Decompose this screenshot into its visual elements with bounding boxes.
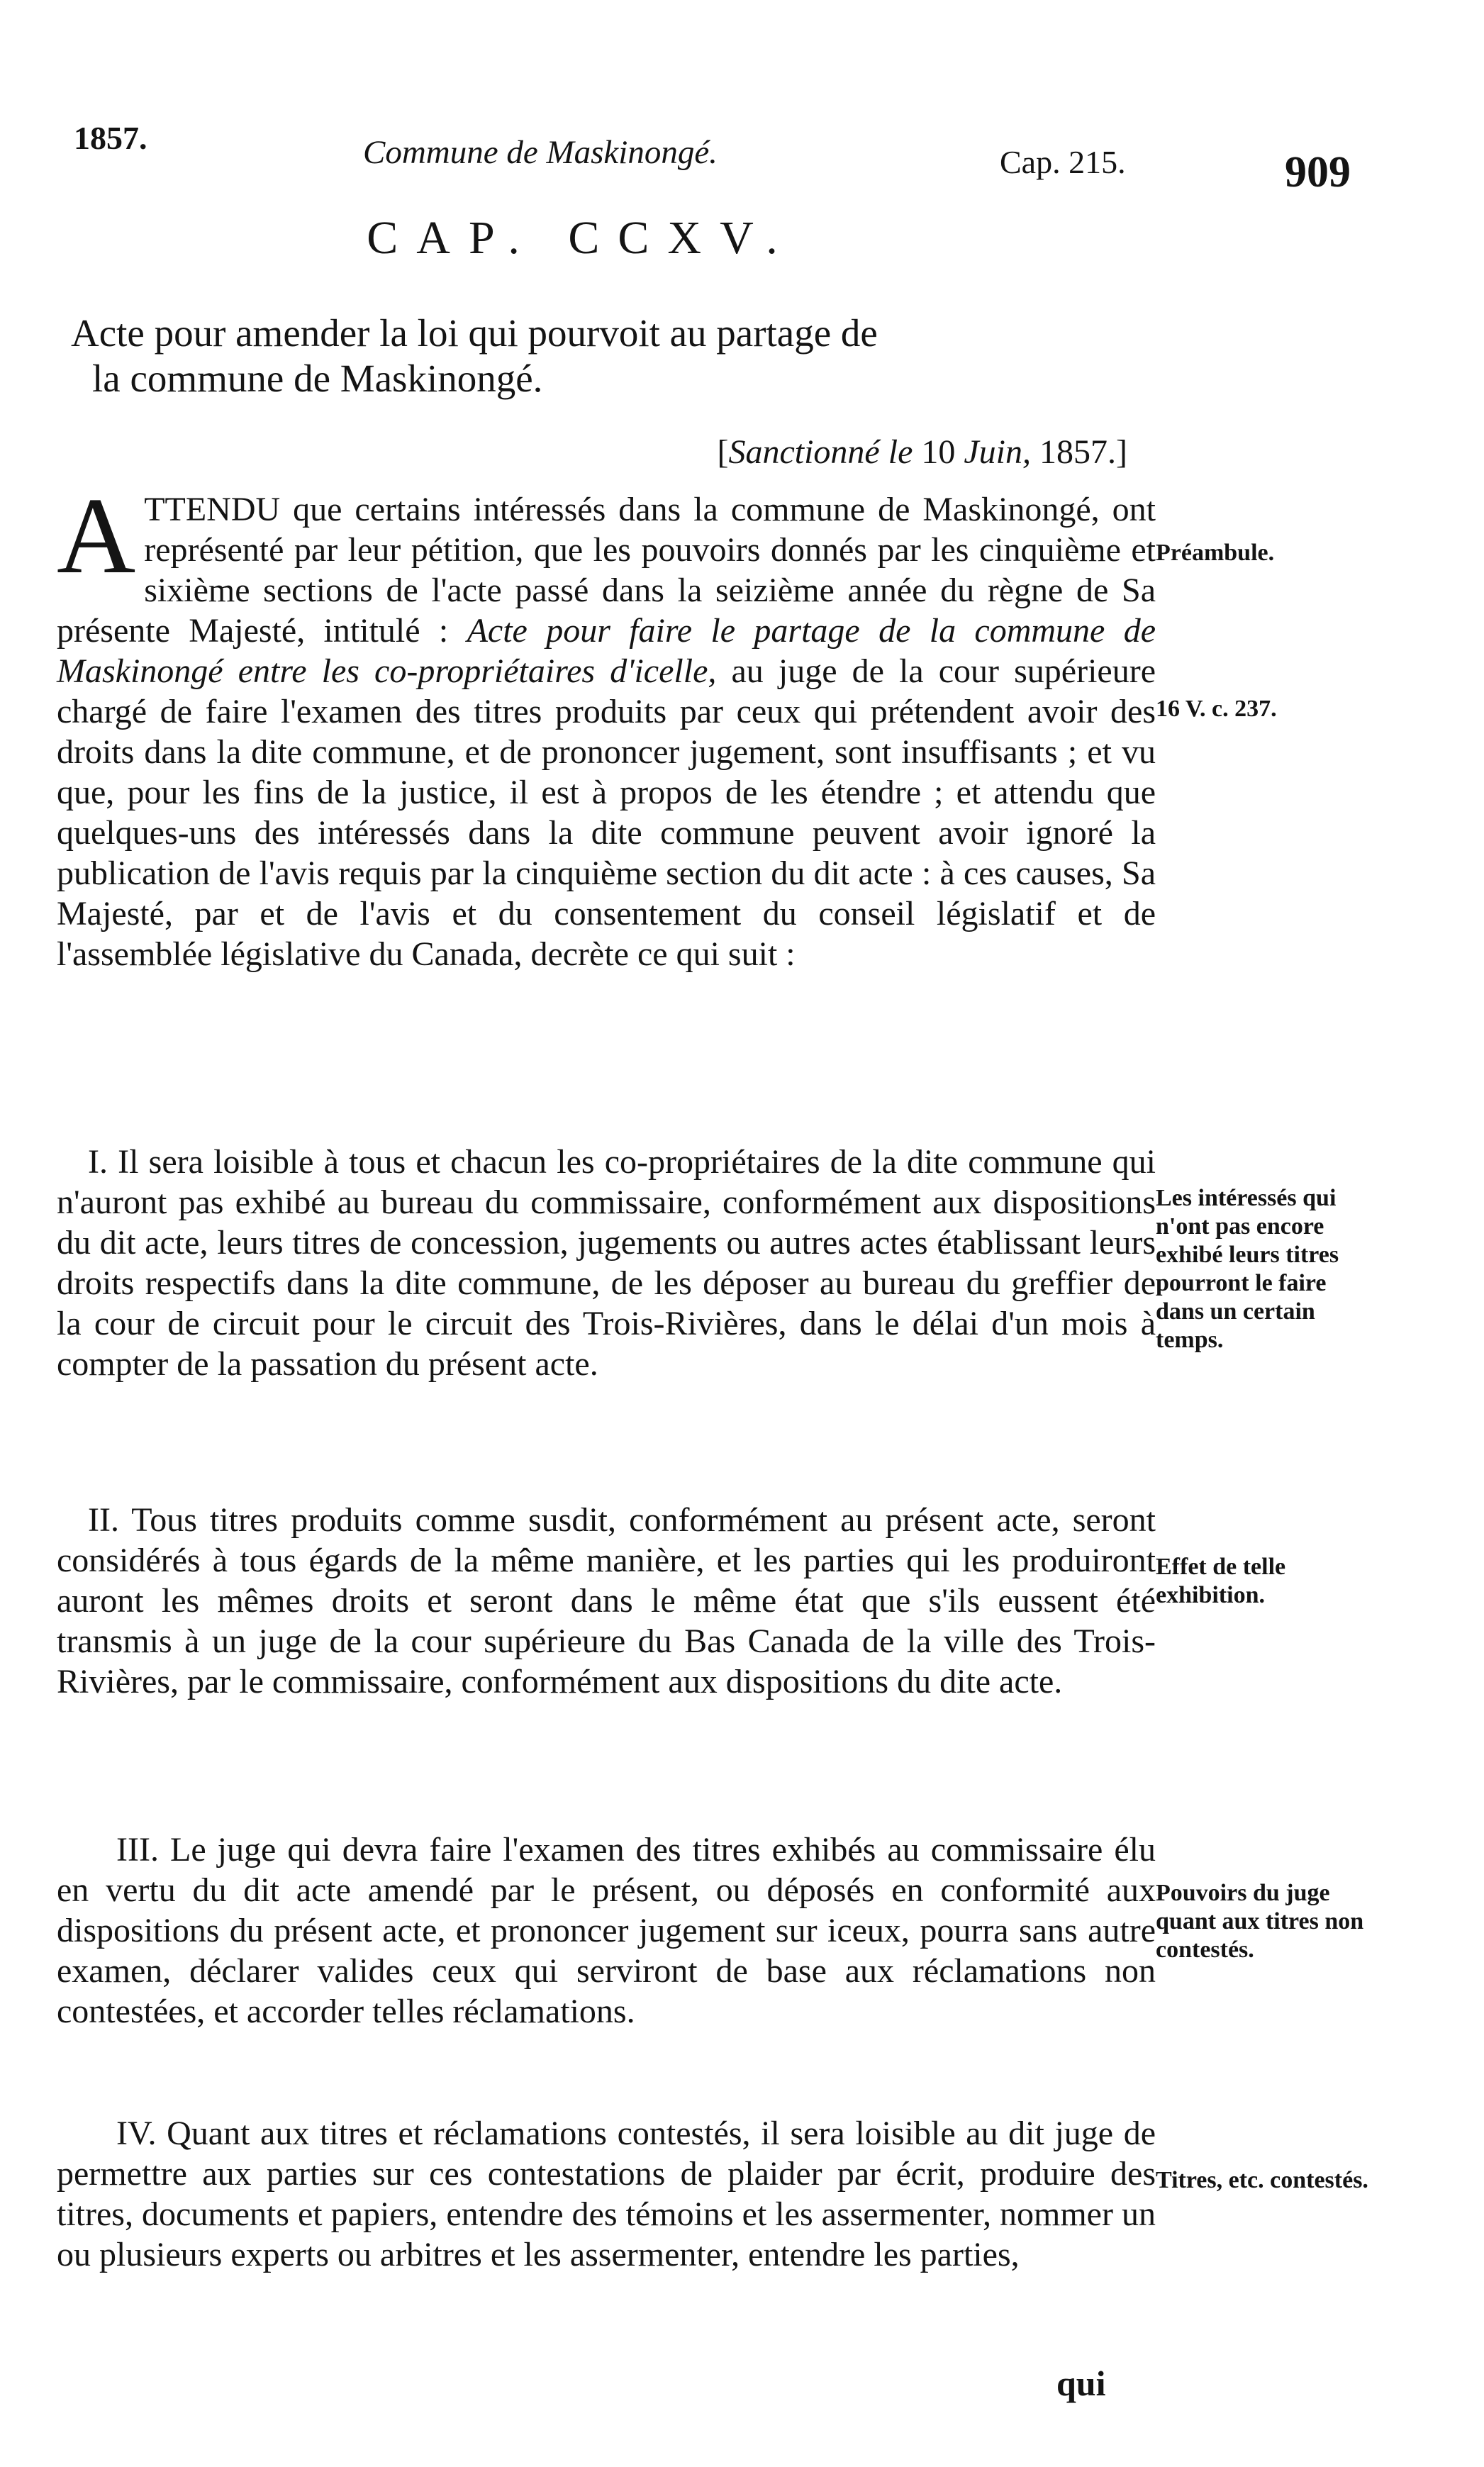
- sanction-label: Sanctionné le: [728, 433, 913, 471]
- marginal-note-section-4: Titres, etc. contestés.: [1156, 2167, 1368, 2193]
- header-year: 1857.: [74, 120, 147, 156]
- section-4-number: IV.: [116, 2115, 157, 2152]
- section-1-text: Il sera loisible à tous et chacun les co-propriétaires de la dite commune qui n'auront pas exhibé au bureau du commissaire, conformément aux dispositions du dit acte, leurs titres de concession, jugements ou autres actes établissant leurs droits respectifs dans la dite commune, de les déposer au bureau du greffier de la cour de circuit pour le circuit des Trois-Rivières, dans le délai d'un mois à compter de la passation du présent acte.: [57, 1143, 1156, 1383]
- sanction-month: Juin,: [964, 433, 1032, 471]
- preamble-cited-act: Acte pour faire le partage de la commune de Maskinongé entre les co-propriétaires d'icelle,: [57, 612, 1156, 690]
- running-title: Commune de Maskinongé.: [363, 134, 718, 171]
- drop-cap: A: [57, 476, 136, 596]
- section-1: [57, 1142, 1156, 1384]
- sanction-date: [Sanctionné le 10 Juin, 1857.]: [717, 433, 1127, 471]
- marginal-note-preamble: Préambule.: [1156, 540, 1275, 566]
- sanction-year: 1857.: [1039, 433, 1117, 471]
- section-2-text: Tous titres produits comme susdit, conformément au présent acte, seront considérés à tous égards de la même manière, et les parties qui les produiront auront les mêmes droits et seront dans le même état que s'ils eussent été transmis à un juge de la cour supérieure du Bas Canada de la ville des Trois-Rivières, par le commissaire, conformément aux dispositions du dite acte.: [57, 1501, 1156, 1700]
- preamble-text-2: au juge de la cour supérieure chargé de faire l'examen des titres produits par ceux qui prétendent avoir des droits dans la dite commune, et de prononcer jugement, sont insuffisants ; et vu que, pour les fins de la justice, il est à propos de les étendre ; et attendu que quelques-uns des intéressés dans la dite commune peuvent avoir ignoré la publication de l'avis requis par la cinquième section du dit acte : à ces causes, Sa Majesté, par et de l'avis et du consentement du conseil législatif et de l'assemblée législative du Canada, decrète ce qui suit :: [57, 652, 1156, 973]
- marginal-note-statute: 16 V. c. 237.: [1156, 696, 1277, 722]
- sanction-day: 10: [921, 433, 956, 471]
- section-3-number: III.: [116, 1831, 159, 1869]
- section-2-number: II.: [88, 1501, 119, 1539]
- section-3: [57, 1830, 1156, 2032]
- act-title: [71, 311, 1177, 401]
- preamble-paragraph: [57, 476, 1156, 974]
- catchword: qui: [1056, 2363, 1106, 2403]
- section-1-number: I.: [88, 1143, 108, 1181]
- marginal-note-section-2: Effet de telle exhibition.: [1156, 1554, 1286, 1608]
- act-title-line-2: la commune de Maskinongé.: [92, 357, 543, 400]
- act-title-line-1: Acte pour amender la loi qui pourvoit au partage de: [71, 311, 878, 355]
- section-4: [57, 2113, 1156, 2275]
- section-4-text: Quant aux titres et réclamations contestés, il sera loisible au dit juge de permettre aux parties sur ces contestations de plaider par écrit, produire des titres, documents et papiers, entendre des témoins et les assermenter, nommer un ou plusieurs experts ou arbitres et les assermenter, entendre les parties,: [57, 2115, 1156, 2273]
- page-number: 909: [1285, 148, 1351, 196]
- section-3-text: Le juge qui devra faire l'examen des titres exhibés au commissaire élu en vertu du dit acte amendé par le présent, ou déposés en conformité aux dispositions du présent acte, et prononcer jugement sur iceux, pourra sans autre examen, déclarer valides ceux qui serviront de base aux réclamations non contestées, et accorder telles réclamations.: [57, 1831, 1156, 2030]
- chapter-reference: Cap. 215.: [1000, 144, 1126, 180]
- marginal-note-section-1: Les intéressés qui n'ont pas encore exhibé leurs titres pourront le faire dans un certain temps.: [1156, 1185, 1339, 1353]
- marginal-note-section-3: Pouvoirs du juge quant aux titres non contestés.: [1156, 1880, 1364, 1963]
- preamble-text-1: TTENDU que certains intéressés dans la commune de Maskinongé, ont représenté par leur pétition, que les pouvoirs donnés par les cinquième et sixième sections de l'acte passé dans la seizième année du règne de Sa présente Majesté, intitulé :: [57, 491, 1156, 650]
- chapter-heading: CAP. CCXV.: [367, 212, 796, 264]
- section-2: [57, 1500, 1156, 1702]
